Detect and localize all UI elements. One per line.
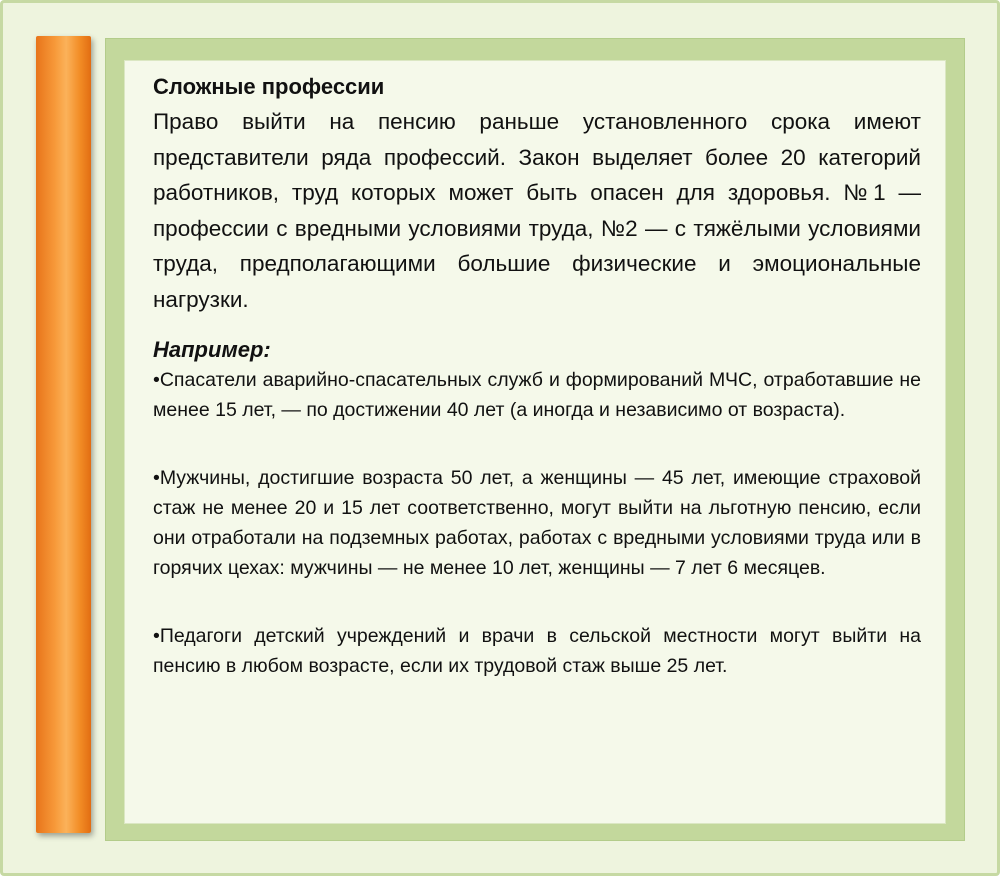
- text-content: [153, 70, 921, 681]
- intro-paragraph: Право выйти на пенсию раньше установленного срока имеют представители ряда профессий. Закон выделяет более 20 категорий работников, труд которых может быть опасен для здоровья. №1 — профессии с вредными условиями труда, №2 — с тяжёлыми условиями труда, предполагающими большие физические и эмоциональные нагрузки.: [153, 109, 921, 312]
- orange-accent-bar: [36, 36, 91, 833]
- page-title: Сложные профессии: [153, 74, 385, 99]
- list-item-hazardous-work: •Мужчины, достигшие возраста 50 лет, а женщины — 45 лет, имеющие страховой стаж не менее 20 и 15 лет соответственно, могут выйти на льготную пенсию, если они отработали на подземных работах, работах с вредными условиями труда или в горячих цехах: мужчины — не менее 10 лет, женщины — 7 лет 6 месяцев.: [153, 467, 921, 579]
- example-heading: Например:: [153, 337, 271, 362]
- list-item-teachers-doctors: •Педагоги детский учреждений и врачи в сельской местности могут выйти на пенсию в любом возрасте, если их трудовой стаж выше 25 лет.: [153, 625, 921, 677]
- list-item-rescuers: •Спасатели аварийно-спасательных служб и формирований МЧС, отработавшие не менее 15 лет, — по достижении 40 лет (а иногда и независимо от возраста).: [153, 369, 921, 421]
- example-list: [153, 365, 921, 681]
